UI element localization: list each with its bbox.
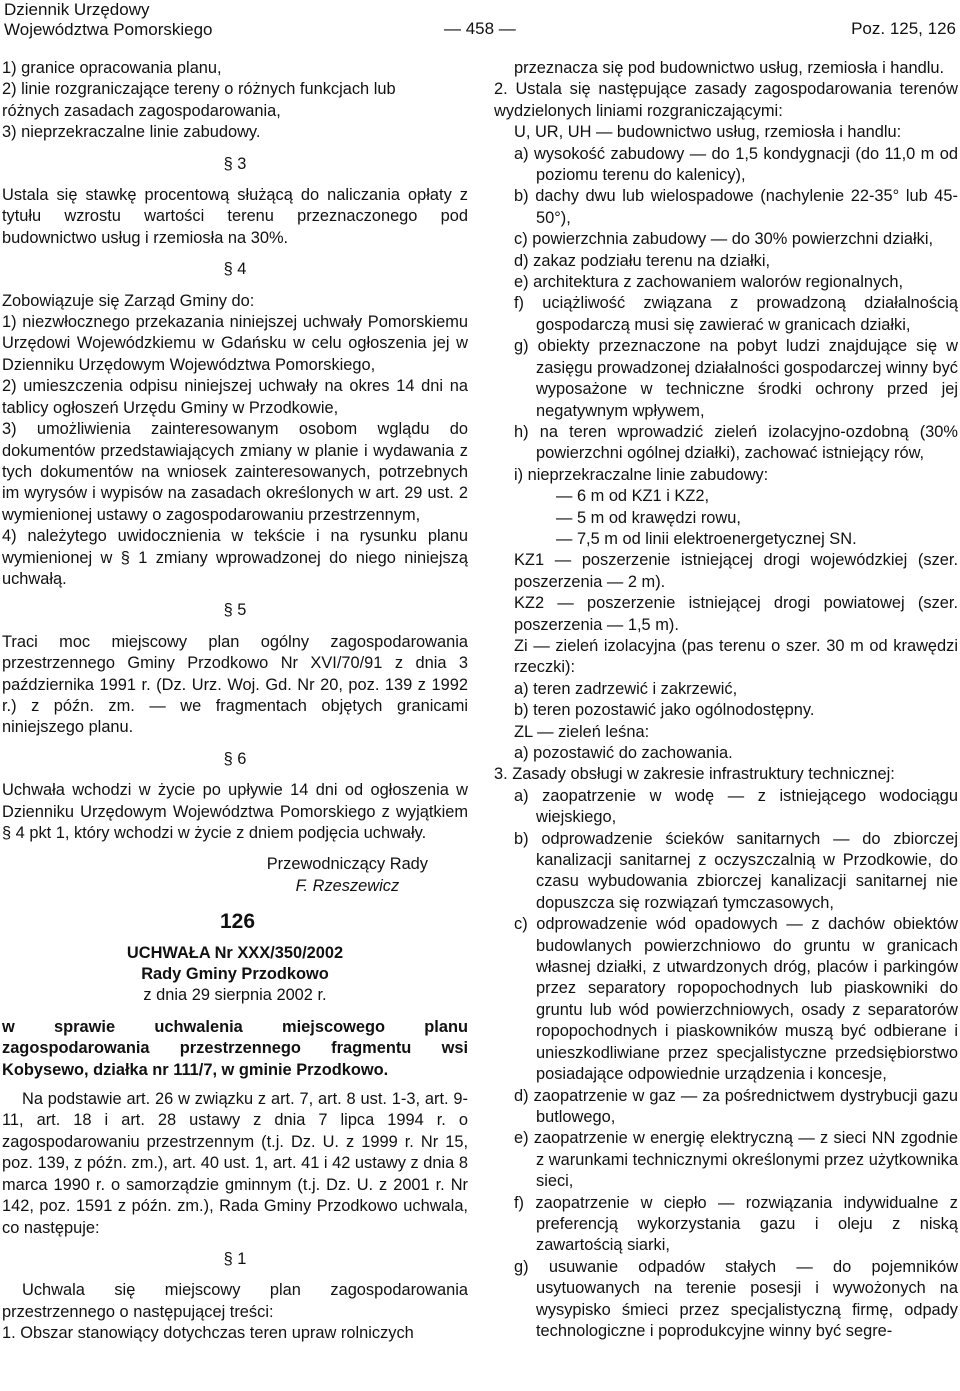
list-item: f) uciążliwość związana z prowadzoną działalnością gospodarczą musi się zawierać w granicach działki, xyxy=(514,294,958,334)
zl-text: ZL — zieleń leśna: xyxy=(514,722,650,741)
left-column xyxy=(2,58,468,1345)
section-5-text: Traci moc miejscowy plan ogólny zagospodarowania przestrzennego Gminy Przodkowo Nr XVI/70/91 z dnia 3 października 1991 r. (Dz. Urz. Woj. Gd. Nr 20, poz. 139 z 1992 r.) z późn. zm. — we fragmentach objętych granicami niniejszego planu. xyxy=(2,632,468,737)
continuation-text: przeznacza się pod budownictwo usług, rzemiosła i handlu. xyxy=(514,59,945,77)
list-item: c) powierzchnia zabudowy — do 30% powierzchni działki, xyxy=(514,230,934,249)
legal-basis: Na podstawie art. 26 w związku z art. 7, art. 8 ust. 1-3, art. 9-11, art. 18 i art. 28 ustawy z dnia 7 lipca 1994 r. o zagospodarowaniu przestrzennym (t.j. Dz. U. z 1999 r. Nr 15, poz. 139, z późn. zm.), art. 40 ust. 1, art. 41 i 42 ustawy z dnia 8 marca 1990 r. o samorządzie gminnym (t.j. Dz. U. z 2001 r. Nr 142, poz. 1591 z późn. zm.), Rada Gminy Przodkowo uchwala, co następuje: xyxy=(2,1090,468,1237)
list-item: a) pozostawić do zachowania. xyxy=(514,744,733,762)
intro-list: 1) granice opracowania planu, 2) linie rozgraniczające tereny o różnych funkcjach lub różnych zasadach zagospodarowania, 3) nieprzekraczalne linie zabudowy. xyxy=(2,59,396,142)
journal-line-2: Województwa Pomorskiego xyxy=(4,20,213,39)
point-3-list xyxy=(494,786,958,1343)
kz2-text: KZ2 — poszerzenie istniejącej drogi powiatowej (szer. poszerzenia — 1,5 m). xyxy=(514,594,958,634)
list-item: i) nieprzekraczalne linie zabudowy: xyxy=(514,465,769,484)
right-column xyxy=(494,58,958,1342)
list-item: d) zaopatrzenie w gaz — za pośrednictwem dystrybucji gazu butlowego, xyxy=(514,1086,958,1126)
zi-list xyxy=(494,679,958,722)
resolution-subject: w sprawie uchwalenia miejscowego planu zagospodarowania przestrzennego fragmentu wsi Kobysewo, działka nr 111/7, w gminie Przodkowo. xyxy=(2,1017,468,1079)
list-item: h) na teren wprowadzić zieleń izolacyjno-ozdobną (30% powierzchni ogólnej działki), zachować istniejący rów, xyxy=(514,422,958,463)
document-number: 126 xyxy=(220,910,256,934)
section-4-item: 3) umożliwienia zainteresowanym osobom wglądu do dokumentów przedstawiających zmiany w planie i wydawania z tych dokumentów na wniosek zainteresowanych, potrzebnych im wyrysów i wypisów na zasadach określonych w art. 29 ust. 2 wymienionej ustawy o zagospodarowaniu przestrzennym, xyxy=(2,420,468,524)
position-number: Poz. 125, 126 xyxy=(851,19,956,38)
list-item: b) odprowadzenie ścieków sanitarnych — do zbiorczej kanalizacji sanitarnej z oczyszczalnią w Przodkowie, do czasu wybudowania zbiorczej kanalizacji sanitarnej nie dopuszcza się rozwiązań tymczasowych, xyxy=(514,829,958,912)
journal-name xyxy=(4,0,213,40)
point-2-list xyxy=(494,144,958,551)
resolution-title: UCHWAŁA Nr XXX/350/2002 xyxy=(126,943,344,962)
list-item: f) zaopatrzenie w ciepło — rozwiązania indywidualne z preferencją wykorzystania gazu i oleju z niską zawartością siarki, xyxy=(514,1193,958,1255)
list-item: a) wysokość zabudowy — do 1,5 kondygnacji (do 11,0 m od poziomu terenu do kalenicy), xyxy=(514,144,958,185)
page-header xyxy=(4,0,956,40)
list-item: g) usuwanie odpadów stałych — do pojemników usytuowanych na terenie posesji i wywożonych na wysypisko śmieci przez specjalistyczną firmę, odpady technologiczne i poprodukcyjne winny być segre- xyxy=(514,1257,958,1340)
section-6-title: § 6 xyxy=(223,749,247,768)
section-6-text: Uchwała wchodzi w życie po upływie 14 dni od ogłoszenia w Dzienniku Urzędowym Województwa Pomorskiego z wyjątkiem § 4 pkt 1, który wchodzi w życie z dniem podjęcia uchwały. xyxy=(2,781,468,842)
resolution-body: Rady Gminy Przodkowo xyxy=(141,965,329,984)
page-number: — 458 — xyxy=(444,19,516,38)
building-line: — 7,5 m od linii elektroenergetycznej SN. xyxy=(556,529,857,548)
point-3-intro: 3. Zasady obsługi w zakresie infrastruktury technicznej: xyxy=(494,765,895,784)
list-item: a) teren zadrzewić i zakrzewić, xyxy=(514,679,738,698)
section-3-title: § 3 xyxy=(223,154,247,173)
journal-line-1: Dziennik Urzędowy xyxy=(4,0,150,19)
list-item: e) zaopatrzenie w energię elektryczną — z sieci NN zgodnie z warunkami technicznymi określonymi przez użytkownika sieci, xyxy=(514,1129,958,1191)
zi-text: Zi — zieleń izolacyjna (pas terenu o szer. 30 m od krawędzi rzeczki): xyxy=(514,636,958,677)
section-4-item: 2) umieszczenia odpisu niniejszej uchwały na okres 14 dni na tablicy ogłoszeń Urzędu Gminy w Przodkowie, xyxy=(2,377,468,417)
section-4-intro: Zobowiązuje się Zarząd Gminy do: xyxy=(2,291,255,310)
list-item: d) zakaz podziału terenu na działki, xyxy=(514,251,771,270)
resolution-date: z dnia 29 sierpnia 2002 r. xyxy=(143,986,327,1005)
list-item: g) obiekty przeznaczone na pobyt ludzi znajdujące się w zasięgu prowadzonej działalności gospodarczej winny być wyposażone w techniczne środki ochrony przed jej negatywnym wpływem, xyxy=(514,337,958,420)
section-4-item: 1) niezwłocznego przekazania niniejszej uchwały Pomorskiemu Urzędowi Wojewódzkiemu w Gdańsku w celu ogłoszenia jej w Dzienniku Urzędowym Województwa Pomorskiego, xyxy=(2,313,468,374)
kz1-text: KZ1 — poszerzenie istniejącej drogi wojewódzkiej (szer. poszerzenia — 2 m). xyxy=(514,551,958,591)
section-1-title: § 1 xyxy=(223,1249,247,1268)
signature-block xyxy=(2,854,468,897)
signature-name: F. Rzeszewicz xyxy=(295,876,400,895)
zl-list xyxy=(494,743,958,764)
building-line: — 5 m od krawędzi rowu, xyxy=(556,508,741,527)
signature-title: Przewodniczący Rady xyxy=(266,855,428,874)
building-line: — 6 m od KZ1 i KZ2, xyxy=(556,487,710,506)
section-1-text: Uchwala się miejscowy plan zagospodarowania przestrzennego o następującej treści: xyxy=(2,1281,468,1321)
section-4-title: § 4 xyxy=(223,260,247,279)
list-item: a) zaopatrzenie w wodę — z istniejącego wodociągu wiejskiego, xyxy=(514,786,958,827)
point-2-zone: U, UR, UH — budownictwo usług, rzemiosła i handlu: xyxy=(514,123,902,142)
list-item: b) dachy dwu lub wielospadowe (nachylenie 22-35° lub 45-50°), xyxy=(514,187,958,227)
list-item: e) architektura z zachowaniem walorów regionalnych, xyxy=(514,273,904,292)
section-4-item: 4) należytego uwidocznienia w tekście i na rysunku planu wymienionej w § 1 zmiany wprowadzonej do niego niniejszą uchwałą. xyxy=(2,527,468,588)
list-item: c) odprowadzenie wód opadowych — z dachów obiektów budowlanych powierzchniowo do gruntu w granicach własnej działki, z utwardzonych dróg, placów i parkingów przez separatory ropopochodnych lub piaskowniki do gruntu lub wód powierzchniowych, osady z separatorów ropopochodnych i piaskowników muszą być odbierane i unieszkodliwiane przez specjalistyczne przedsiębiorstwo posiadające odpowiednie urządzenia i koncesje, xyxy=(514,915,958,1084)
section-1-item-1: 1. Obszar stanowiący dotychczas teren upraw rolniczych xyxy=(2,1324,414,1343)
section-3-text: Ustala się stawkę procentową służącą do naliczania opłaty z tytułu wzrostu wartości terenu przeznaczonego pod budownictwo usług i rzemiosła na 30%. xyxy=(2,186,468,247)
list-item: b) teren pozostawić jako ogólnodostępny. xyxy=(514,701,815,720)
point-2-intro: 2. Ustala się następujące zasady zagospodarowania terenów wydzielonych liniami rozgraniczającymi: xyxy=(494,80,958,120)
section-5-title: § 5 xyxy=(223,601,247,620)
